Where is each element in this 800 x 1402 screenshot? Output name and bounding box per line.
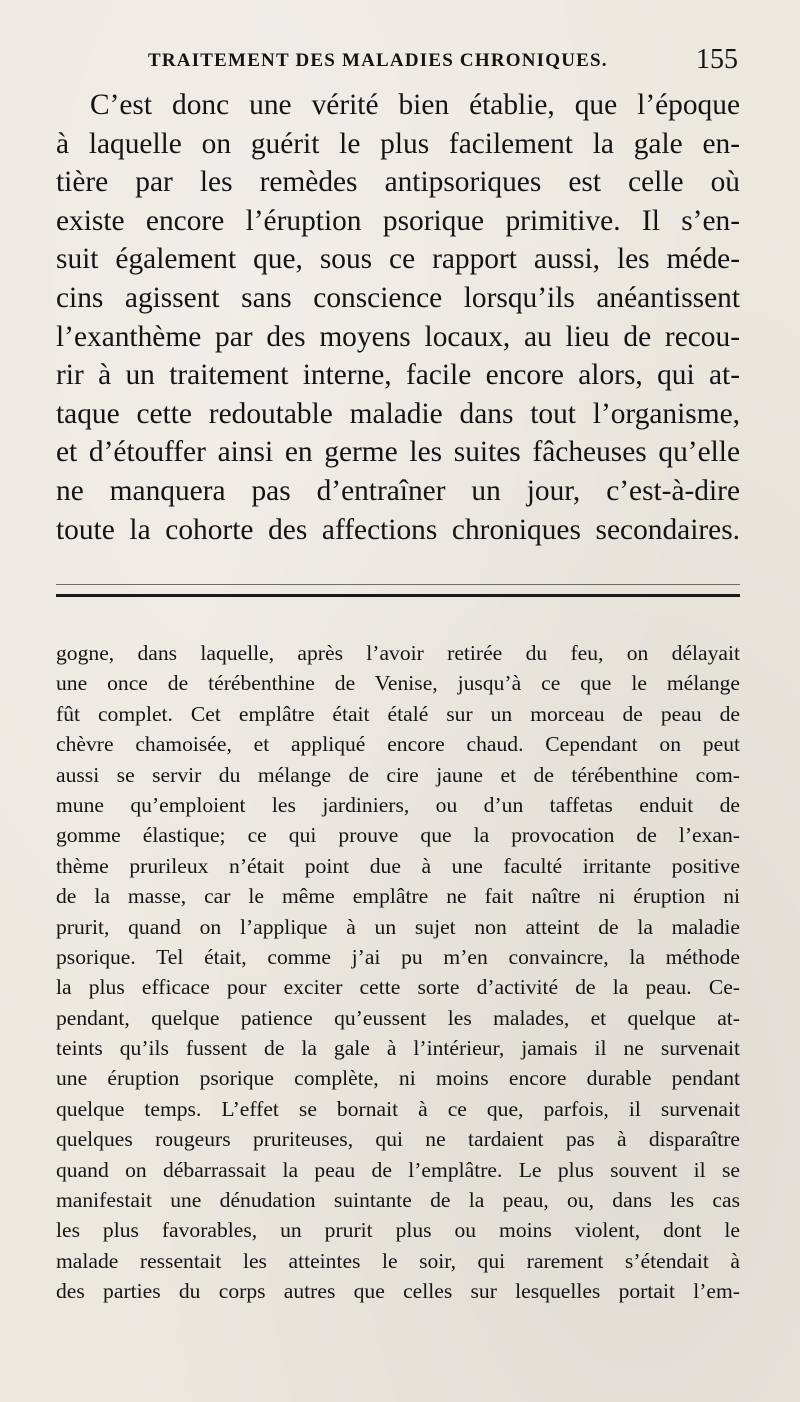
text-line: suit également que, sous ce rapport aussi, les méde-	[56, 243, 740, 276]
footnote-line: gomme élastique; ce qui prouve que la provocation de l’exan-	[56, 823, 740, 848]
footnote-text	[56, 638, 740, 1307]
footnote-line: thème prurileux n’était point due à une faculté irritante positive	[56, 853, 740, 878]
text-line: ne manquera pas d’entraîner un jour, c’est-à-dire	[56, 474, 740, 507]
text-line: à laquelle on guérit le plus facilement la gale en-	[56, 127, 740, 160]
footnote-line: manifestait une dénudation suintante de la peau, ou, dans les cas	[56, 1188, 740, 1213]
footnote-line: quelques rougeurs pruriteuses, qui ne tardaient pas à disparaître	[56, 1127, 740, 1152]
text-line: toute la cohorte des affections chroniques secondaires.	[56, 513, 740, 546]
text-line: C’est donc une vérité bien établie, que l’époque	[90, 89, 740, 121]
footnote-line: des parties du corps autres que celles sur lesquelles portait l’em-	[56, 1279, 740, 1304]
main-text	[56, 86, 740, 549]
footnote-line: gogne, dans laquelle, après l’avoir retirée du feu, on délayait	[56, 641, 740, 665]
footnote-line: les plus favorables, un prurit plus ou moins violent, dont le	[56, 1218, 740, 1243]
footnote-line: quand on débarrassait la peau de l’emplâtre. Le plus souvent il se	[56, 1157, 740, 1182]
text-line: rir à un traitement interne, facile encore alors, qui at-	[56, 359, 740, 392]
footnote-line: la plus efficace pour exciter cette sorte d’activité de la peau. Ce-	[56, 975, 740, 1000]
footnote-line: fût complet. Cet emplâtre était étalé sur un morceau de peau de	[56, 701, 740, 726]
running-title: TRAITEMENT DES MALADIES CHRONIQUES.	[148, 50, 608, 71]
text-line: tière par les remèdes antipsoriques est celle où	[56, 166, 740, 199]
divider-thick	[56, 594, 740, 597]
text-line: existe encore l’éruption psorique primitive. Il s’en-	[56, 204, 740, 237]
footnote-line: malade ressentait les atteintes le soir, qui rarement s’étendait à	[56, 1248, 740, 1273]
text-line: l’exanthème par des moyens locaux, au lieu de recou-	[56, 320, 740, 353]
text-line: et d’étouffer ainsi en germe les suites fâcheuses qu’elle	[56, 436, 740, 469]
page-number: 155	[696, 44, 738, 75]
footnote-line: prurit, quand on l’applique à un sujet non atteint de la maladie	[56, 914, 740, 939]
footnote-line: une éruption psorique complète, ni moins encore durable pendant	[56, 1066, 740, 1091]
footnote-line: une once de térébenthine de Venise, jusqu’à ce que le mélange	[56, 671, 740, 696]
footnote-line: quelque temps. L’effet se bornait à ce que, parfois, il survenait	[56, 1096, 740, 1121]
footnote-line: teints qu’ils fussent de la gale à l’intérieur, jamais il ne survenait	[56, 1036, 740, 1061]
text-line: cins agissent sans conscience lorsqu’ils anéantissent	[56, 281, 740, 314]
footnote-line: pendant, quelque patience qu’eussent les malades, et quelque at-	[56, 1005, 740, 1030]
text-line: taque cette redoutable maladie dans tout l’organisme,	[56, 397, 740, 430]
divider-thin	[56, 584, 740, 585]
footnote-line: de la masse, car le même emplâtre ne fait naître ni éruption ni	[56, 884, 740, 909]
footnote-line: psorique. Tel était, comme j’ai pu m’en convaincre, la méthode	[56, 944, 740, 969]
footnote-line: aussi se servir du mélange de cire jaune et de térébenthine com-	[56, 762, 740, 787]
footnote-line: chèvre chamoisée, et appliqué encore chaud. Cependant on peut	[56, 732, 740, 757]
running-head	[148, 46, 748, 76]
footnote-line: mune qu’emploient les jardiniers, ou d’un taffetas enduit de	[56, 792, 740, 817]
